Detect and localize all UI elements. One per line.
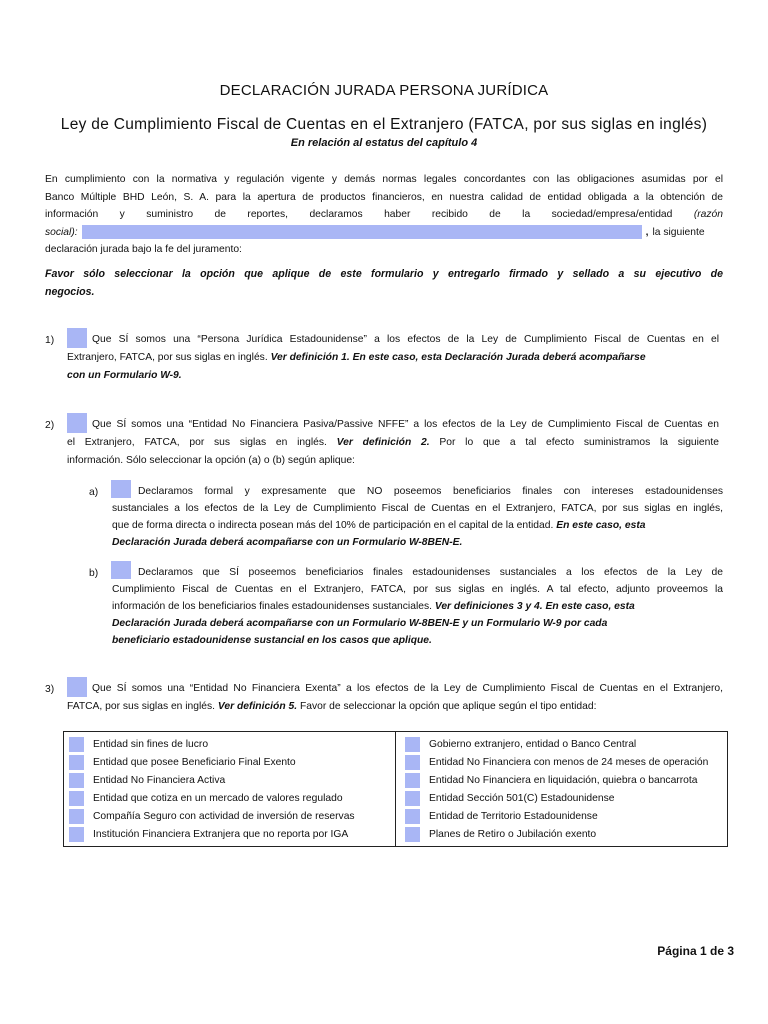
- entity-option-label: Entidad No Financiera con menos de 24 meses de operación: [429, 756, 709, 768]
- option-2-text: [67, 416, 719, 470]
- option-3-line-2-plain: FATCA, por sus siglas en inglés.: [67, 701, 216, 712]
- entity-option[interactable]: [69, 753, 395, 771]
- option-2a-line-1: Declaramos formal y expresamente que NO poseemos beneficiarios finales con intereses estadounidenses: [138, 486, 723, 497]
- intro-line-5: declaración jurada bajo la fe del juramento:: [45, 244, 242, 255]
- instruction: [45, 265, 723, 301]
- entity-option-label: Compañía Seguro con actividad de inversión de reservas: [93, 810, 355, 822]
- entity-option[interactable]: [405, 825, 727, 843]
- entity-option-label: Institución Financiera Extranjera que no reporta por IGA: [93, 828, 349, 840]
- intro-line-3: [45, 206, 723, 224]
- option-2b-line-3: [112, 598, 723, 615]
- option-2b-text: [112, 564, 723, 649]
- entity-checkbox[interactable]: [69, 737, 84, 752]
- option-2-line-2-bold: Ver definición 2.: [336, 437, 430, 448]
- option-2a-line-3-bold: En este caso, esta: [556, 520, 646, 531]
- option-3-line-2: [67, 698, 723, 716]
- option-3-line-2-bold: Ver definición 5.: [217, 701, 298, 712]
- option-2a-text: [112, 483, 723, 551]
- entity-option-label: Entidad No Financiera Activa: [93, 774, 226, 786]
- option-3-line-1: Que SÍ somos una “Entidad No Financiera Exenta” a los efectos de la Ley de Cumplimiento Fiscal de Cuentas en el Extranjero,: [92, 683, 723, 694]
- option-2a-label: a): [89, 487, 99, 498]
- entity-option[interactable]: [405, 771, 727, 789]
- intro-line-1: En cumplimiento con la normativa y regulación vigente y demás normas legales concordantes con las obligaciones asumidas por el: [45, 174, 723, 185]
- company-name-field[interactable]: [82, 225, 642, 239]
- entity-column-left: [64, 732, 396, 847]
- option-3-number: 3): [45, 684, 55, 695]
- intro-paragraph: [45, 171, 723, 259]
- entity-option-label: Planes de Retiro o Jubilación exento: [429, 828, 597, 840]
- entity-type-table: [63, 731, 728, 847]
- option-2-line-3: información. Sólo seleccionar la opción (a) o (b) según aplique:: [67, 455, 355, 466]
- option-2b-line-2: Cumplimiento Fiscal de Cuentas en el Extranjero, FATCA, por sus siglas en inglés. A tal efecto, adjunto proveemos la: [112, 584, 723, 595]
- entity-option-label: Gobierno extranjero, entidad o Banco Central: [429, 738, 637, 750]
- entity-checkbox[interactable]: [405, 755, 420, 770]
- entity-checkbox[interactable]: [69, 773, 84, 788]
- entity-option[interactable]: [69, 807, 395, 825]
- entity-option[interactable]: [69, 789, 395, 807]
- option-2b-line-1: Declaramos que SÍ poseemos beneficiarios finales estadounidenses sustanciales a los efectos de la Ley de: [138, 567, 723, 578]
- option-2-line-1: Que SÍ somos una “Entidad No Financiera Pasiva/Passive NFFE” a los efectos de la Ley de Cumplimiento Fiscal de Cuentas en: [92, 419, 719, 430]
- razon-label: (razón: [693, 209, 723, 220]
- option-1-line-2-plain: Extranjero, FATCA, por sus siglas en inglés.: [67, 352, 268, 363]
- entity-column-right: [396, 732, 728, 847]
- entity-option[interactable]: [69, 825, 395, 843]
- chapter-subtitle: En relación al estatus del capítulo 4: [290, 137, 478, 149]
- entity-checkbox[interactable]: [405, 827, 420, 842]
- entity-option-label: Entidad que cotiza en un mercado de valores regulado: [93, 792, 343, 804]
- entity-option[interactable]: [69, 771, 395, 789]
- la-siguiente: la siguiente: [652, 226, 705, 238]
- instruction-line-2: negocios.: [45, 286, 95, 298]
- option-1-text: [67, 331, 719, 385]
- option-2a-line-2: sustanciales a los efectos de la Ley de Cumplimiento Fiscal de Cuentas en el Extranjero, FATCA, por sus siglas en inglés,: [112, 503, 723, 514]
- option-3-line-2-rest: Favor de seleccionar la opción que aplique según el tipo entidad:: [299, 701, 597, 712]
- intro-line-4: [45, 224, 723, 242]
- entity-checkbox[interactable]: [405, 737, 420, 752]
- entity-option-label: Entidad que posee Beneficiario Final Exento: [93, 756, 296, 768]
- option-1-number: 1): [45, 335, 55, 346]
- comma: ,: [645, 226, 649, 238]
- entity-checkbox[interactable]: [405, 773, 420, 788]
- instruction-line-1: Favor sólo seleccionar la opción que aplique de este formulario y entregarlo firmado y sellado a su ejecutivo de: [45, 268, 723, 280]
- option-3-text: [67, 680, 723, 716]
- option-2b-line-3-bold: Ver definiciones 3 y 4. En este caso, esta: [434, 601, 635, 612]
- option-1-line-2: [67, 349, 719, 367]
- option-1-line-2-bold: Ver definición 1. En este caso, esta Declaración Jurada deberá acompañarse: [270, 352, 646, 363]
- option-2a-line-4: Declaración Jurada deberá acompañarse con un Formulario W-8BEN-E.: [112, 537, 463, 548]
- option-1-line-3: con un Formulario W-9.: [67, 370, 182, 381]
- option-2b-line-3-plain: información de los beneficiarios finales estadounidenses sustanciales.: [112, 601, 432, 612]
- entity-option[interactable]: [405, 735, 727, 753]
- entity-checkbox[interactable]: [405, 809, 420, 824]
- entity-option-label: Entidad Sección 501(C) Estadounidense: [429, 792, 615, 804]
- option-2b-line-4: Declaración Jurada deberá acompañarse con un Formulario W-8BEN-E y un Formulario W-9 por cada: [112, 618, 608, 629]
- entity-checkbox[interactable]: [405, 791, 420, 806]
- page-number: Página 1 de 3: [657, 944, 734, 958]
- entity-option-label: Entidad sin fines de lucro: [93, 738, 209, 750]
- option-2a-line-3: [112, 517, 723, 534]
- option-2-line-2-rest: Por lo que a tal efecto suministramos la siguiente: [439, 437, 719, 448]
- page-title: DECLARACIÓN JURADA PERSONA JURÍDICA: [219, 82, 549, 99]
- entity-option[interactable]: [405, 807, 727, 825]
- entity-option[interactable]: [405, 753, 727, 771]
- entity-option[interactable]: [69, 735, 395, 753]
- option-2-line-2-plain: el Extranjero, FATCA, por sus siglas en inglés.: [67, 437, 327, 448]
- entity-option[interactable]: [405, 789, 727, 807]
- entity-checkbox[interactable]: [69, 827, 84, 842]
- option-2-number: 2): [45, 420, 55, 431]
- option-1-line-1: Que SÍ somos una “Persona Jurídica Estadounidense” a los efectos de la Ley de Cumplimiento Fiscal de Cuentas en el: [92, 334, 719, 345]
- entity-checkbox[interactable]: [69, 791, 84, 806]
- social-label: social):: [45, 226, 78, 238]
- entity-option-label: Entidad No Financiera en liquidación, quiebra o bancarrota: [429, 774, 698, 786]
- option-2-line-2: [67, 434, 719, 452]
- option-2b-label: b): [89, 568, 99, 579]
- page-subtitle: Ley de Cumplimiento Fiscal de Cuentas en el Extranjero (FATCA, por sus siglas en inglés): [60, 116, 708, 133]
- option-2a-line-3-plain: que de forma directa o indirecta posean más del 10% de participación en el capital de la entidad.: [112, 520, 554, 531]
- entity-checkbox[interactable]: [69, 809, 84, 824]
- intro-line-2: Banco Múltiple BHD León, S. A. para la apertura de productos financieros, en nuestra calidad de entidad obligada a la obtención de: [45, 191, 723, 203]
- entity-checkbox[interactable]: [69, 755, 84, 770]
- entity-option-label: Entidad de Territorio Estadounidense: [429, 810, 598, 822]
- option-2b-line-5: beneficiario estadounidense sustancial en los casos que aplique.: [112, 635, 432, 646]
- intro-line-3-text: información y suministro de reportes, declaramos haber recibido de la sociedad/empresa/entidad: [45, 209, 673, 220]
